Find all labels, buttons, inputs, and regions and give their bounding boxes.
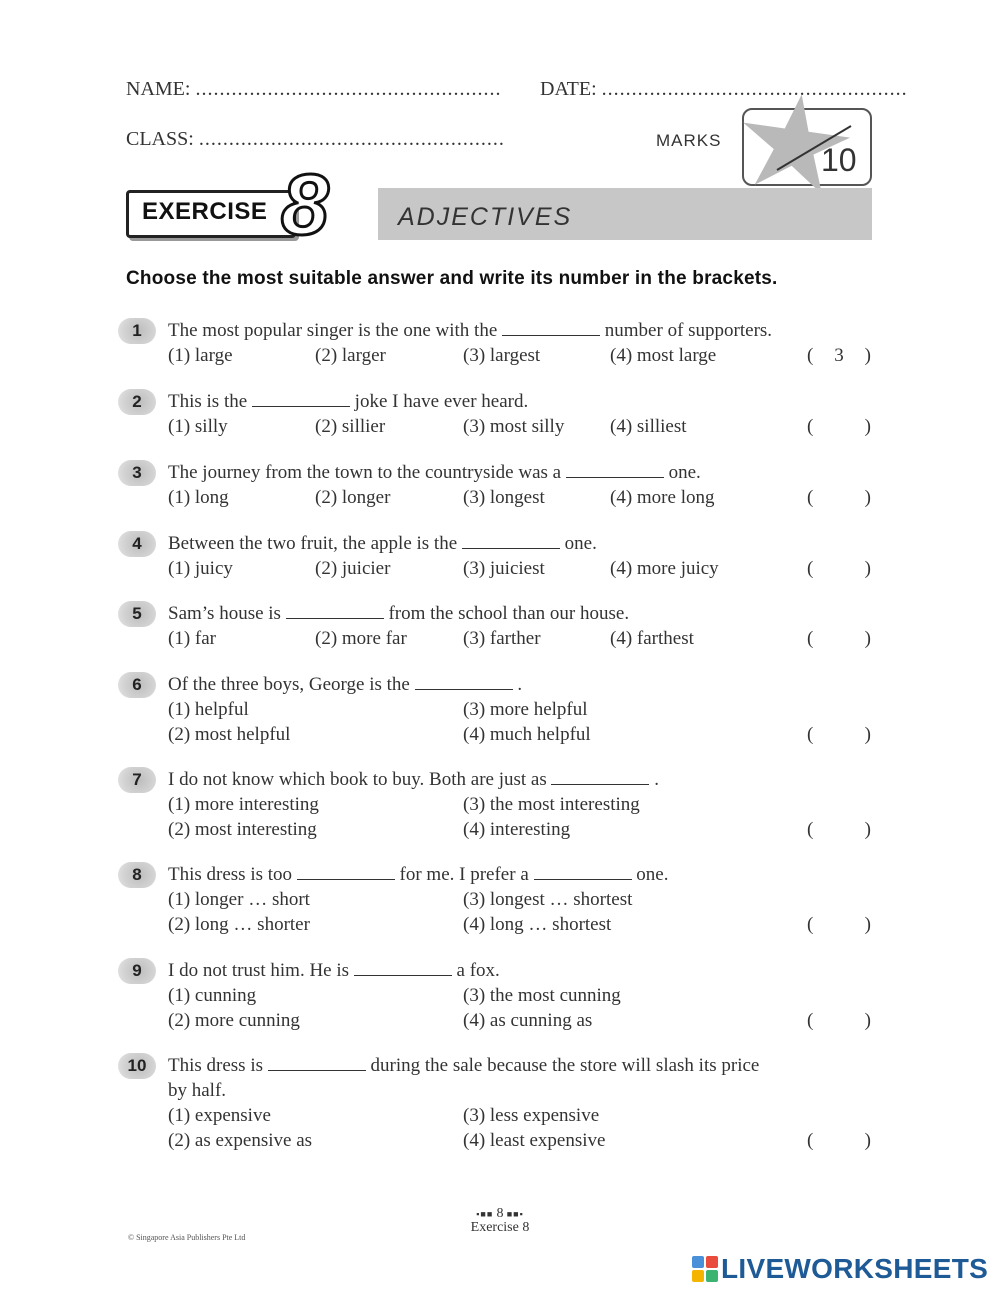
- exercise-word: EXERCISE: [142, 198, 268, 225]
- question-text-after: .: [517, 674, 523, 695]
- option: (4) interesting: [463, 819, 571, 840]
- option: (4) most large: [610, 345, 717, 366]
- class-label: CLASS:: [126, 128, 194, 150]
- option: (4) least expensive: [463, 1130, 606, 1151]
- option: (1) helpful: [168, 699, 249, 720]
- bracket-open: (: [807, 416, 814, 437]
- bracket-close: ): [864, 558, 871, 579]
- bracket-close: ): [864, 1130, 871, 1151]
- class-dots[interactable]: ...................................................: [198, 128, 505, 150]
- option: (4) much helpful: [463, 724, 591, 745]
- question-text: [168, 602, 629, 626]
- option: (4) more juicy: [610, 558, 719, 579]
- question-text-line2: by half.: [168, 1080, 227, 1101]
- option: (2) larger: [315, 345, 386, 366]
- option: (3) less expensive: [463, 1105, 600, 1126]
- question-text-before: This is the: [168, 391, 248, 412]
- option: (2) most interesting: [168, 819, 317, 840]
- date-dots[interactable]: ...................................................: [601, 78, 908, 100]
- option: (2) juicier: [315, 558, 391, 579]
- bracket-open: (: [807, 724, 814, 745]
- option: (3) more helpful: [463, 699, 588, 720]
- exercise-number: 8: [281, 157, 329, 253]
- name-dots[interactable]: ...................................................: [195, 78, 502, 100]
- logo-tile: [692, 1256, 704, 1268]
- bracket-close: ): [864, 628, 871, 649]
- question-text-before: The journey from the town to the countryside was a: [168, 462, 562, 483]
- class-field: [126, 128, 505, 151]
- option: (4) silliest: [610, 416, 687, 437]
- question-text: [168, 959, 500, 983]
- option: (1) cunning: [168, 985, 257, 1006]
- bracket-close: ): [864, 487, 871, 508]
- option: (3) juiciest: [463, 558, 545, 579]
- bracket-close: ): [864, 416, 871, 437]
- option: (1) longer … short: [168, 889, 310, 910]
- question-text-before: I do not know which book to buy. Both are just as: [168, 769, 547, 790]
- answer-blank: [502, 319, 600, 336]
- option: (3) longest … shortest: [463, 889, 633, 910]
- question-text-after: number of supporters.: [604, 320, 773, 341]
- bracket-close: ): [864, 1010, 871, 1031]
- option: (2) longer: [315, 487, 391, 508]
- bracket-open: (: [807, 558, 814, 579]
- marks-total: 10: [821, 142, 857, 178]
- question-number-badge: 7: [118, 767, 156, 793]
- bracket-close: ): [864, 724, 871, 745]
- question-number-badge: 6: [118, 672, 156, 698]
- answer-blank: [286, 602, 384, 619]
- option: (2) most helpful: [168, 724, 291, 745]
- option: (3) farther: [463, 628, 541, 649]
- question-text-after: .: [654, 769, 659, 790]
- bracket-open: (: [807, 487, 814, 508]
- bracket-open: (: [807, 628, 814, 649]
- option: (2) more cunning: [168, 1010, 300, 1031]
- question-text-after: during the sale because the store will slash its price: [370, 1055, 760, 1076]
- question-number-badge: 10: [118, 1053, 156, 1079]
- question-number-badge: 8: [118, 862, 156, 888]
- question-number-badge: 3: [118, 460, 156, 486]
- question-text: [168, 768, 659, 792]
- date-label: DATE:: [540, 78, 597, 100]
- answer-value[interactable]: 3: [834, 345, 844, 366]
- question-text-after: one.: [668, 462, 701, 483]
- question-number-badge: 1: [118, 318, 156, 344]
- question-text-before: Of the three boys, George is the: [168, 674, 410, 695]
- question-text-before: Sam’s house is: [168, 603, 281, 624]
- option: (3) most silly: [463, 416, 565, 437]
- question-number-badge: 9: [118, 958, 156, 984]
- question-text-before: The most popular singer is the one with the: [168, 320, 498, 341]
- question-number-badge: 2: [118, 389, 156, 415]
- answer-blank: [268, 1054, 366, 1071]
- name-label: NAME:: [126, 78, 191, 100]
- question-text: [168, 461, 701, 485]
- answer-blank: [297, 863, 395, 880]
- bracket-open: (: [807, 1010, 814, 1031]
- bracket-open: (: [807, 1130, 814, 1151]
- brand-name: LIVEWORKSHEETS: [721, 1253, 989, 1284]
- exercise-title: ADJECTIVES: [398, 203, 573, 231]
- name-field: [126, 78, 501, 101]
- bracket-close: ): [864, 819, 871, 840]
- question-text: [168, 319, 772, 343]
- liveworksheets-icon: [692, 1256, 718, 1282]
- instructions: Choose the most suitable answer and write its number in the brackets.: [126, 268, 778, 289]
- question-text: [168, 1054, 759, 1078]
- option: (3) the most interesting: [463, 794, 640, 815]
- option: (3) largest: [463, 345, 541, 366]
- option: (1) more interesting: [168, 794, 319, 815]
- question-text-after: one.: [636, 864, 669, 885]
- page-number: ▪■■ 8 ■■▪: [476, 1206, 524, 1221]
- option: (2) sillier: [315, 416, 386, 437]
- answer-blank: [534, 863, 632, 880]
- bracket-close: ): [864, 914, 871, 935]
- question-text-before: This dress is: [168, 1055, 263, 1076]
- answer-blank: [566, 461, 664, 478]
- bracket-open: (: [807, 345, 814, 366]
- question-text-before: I do not trust him. He is: [168, 960, 350, 981]
- answer-blank: [354, 959, 452, 976]
- question-number-badge: 4: [118, 531, 156, 557]
- logo-tile: [706, 1256, 718, 1268]
- option: (1) juicy: [168, 558, 233, 579]
- bracket-open: (: [807, 819, 814, 840]
- page-number-value: 8: [496, 1206, 504, 1221]
- option: (2) more far: [315, 628, 407, 649]
- question-text-after: joke I have ever heard.: [354, 391, 529, 412]
- option: (4) farthest: [610, 628, 694, 649]
- answer-blank: [551, 768, 649, 785]
- option: (1) large: [168, 345, 233, 366]
- option: (4) more long: [610, 487, 715, 508]
- question-text-after: a fox.: [456, 960, 500, 981]
- logo-tile: [706, 1270, 718, 1282]
- option: (1) far: [168, 628, 216, 649]
- option: (1) long: [168, 487, 229, 508]
- question-text-after: from the school than our house.: [388, 603, 630, 624]
- bracket-close: ): [864, 345, 871, 366]
- copyright: © Singapore Asia Publishers Pte Ltd: [128, 1233, 246, 1242]
- option: (2) as expensive as: [168, 1130, 313, 1151]
- option: (3) the most cunning: [463, 985, 621, 1006]
- answer-blank: [252, 390, 350, 407]
- option: (1) expensive: [168, 1105, 271, 1126]
- answer-blank: [415, 673, 513, 690]
- question-text-before: Between the two fruit, the apple is the: [168, 533, 458, 554]
- question-number-badge: 5: [118, 601, 156, 627]
- logo-tile: [692, 1270, 704, 1282]
- question-text: [168, 532, 597, 556]
- liveworksheets-logo[interactable]: [692, 1253, 988, 1285]
- answer-blank: [462, 532, 560, 549]
- question-text-after: one.: [564, 533, 597, 554]
- option: (1) silly: [168, 416, 228, 437]
- question-text: [168, 673, 522, 697]
- marks-label: MARKS: [656, 131, 722, 150]
- option: (3) longest: [463, 487, 545, 508]
- footer-exercise-label: Exercise 8: [470, 1220, 530, 1235]
- question-text: [168, 863, 668, 887]
- bracket-open: (: [807, 914, 814, 935]
- question-text: [168, 390, 528, 414]
- option: (2) long … shorter: [168, 914, 310, 935]
- question-text-mid: for me. I prefer a: [399, 864, 529, 885]
- option: (4) long … shortest: [463, 914, 612, 935]
- question-text-before: This dress is too: [168, 864, 293, 885]
- option: (4) as cunning as: [463, 1010, 593, 1031]
